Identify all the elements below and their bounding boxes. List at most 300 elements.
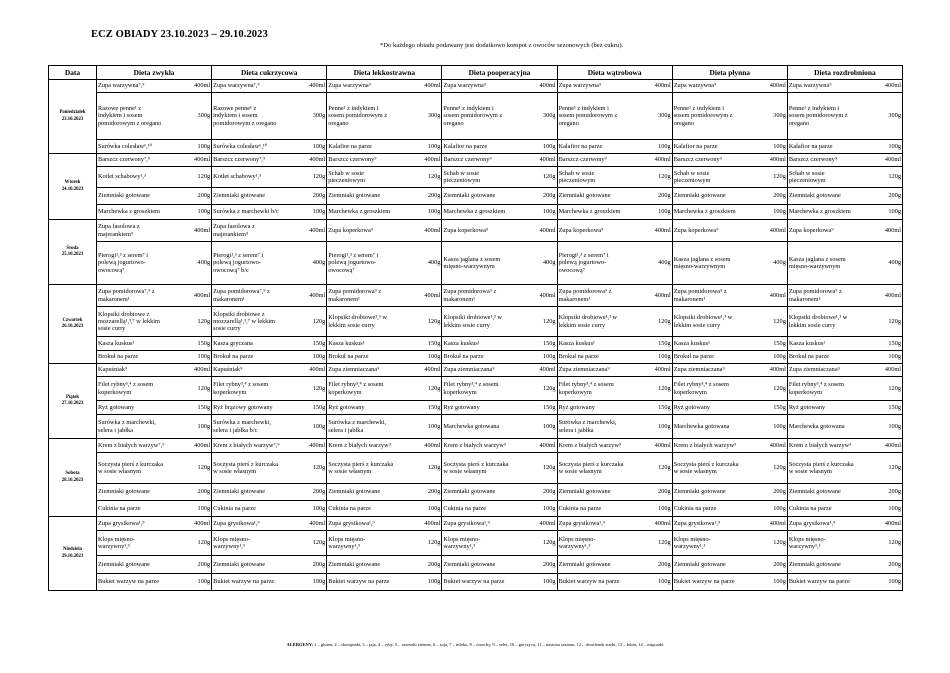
meal-item <box>558 220 672 242</box>
meal-portion: 400ml <box>654 82 671 90</box>
meal-name: Zupa grysikowa¹,⁹ <box>213 519 260 527</box>
diet-cell <box>787 285 902 364</box>
meal-name: Filet rybny³,⁴ z sosem koperkowym <box>558 381 614 396</box>
meal-name: Kasza gryczana <box>213 339 253 347</box>
meal-item <box>327 188 441 205</box>
meal-portion: 120g <box>197 539 211 547</box>
meal-name: Kasza jaglana z sosem mięsno-warzywnym <box>443 255 501 270</box>
day-name: Wtorek <box>64 180 81 186</box>
meal-item <box>327 517 441 531</box>
diet-cell <box>212 285 327 364</box>
meal-item <box>558 307 672 337</box>
meal-portion: 100g <box>427 422 441 430</box>
meal-item <box>212 517 326 531</box>
meal-portion: 400ml <box>309 291 326 299</box>
day-date: 25.10.2023 <box>61 252 84 257</box>
meal-name: Ziemniaki gotowane <box>673 560 726 568</box>
meal-portion: 200g <box>658 192 671 200</box>
meal-name: Surówka colesław⁶,¹⁰ <box>213 142 268 150</box>
diet-cell <box>327 517 442 591</box>
meal-item <box>673 307 787 337</box>
meal-portion: 100g <box>888 422 901 430</box>
meal-item <box>673 205 787 219</box>
meal-item <box>673 531 787 556</box>
meal-name: Cukinia na parze <box>673 504 717 512</box>
meal-name: Ziemniaki gotowane <box>328 488 381 496</box>
meal-item <box>327 167 441 188</box>
meal-portion: 120g <box>427 464 441 472</box>
meal-item <box>327 364 441 377</box>
meal-name: Zupa grysikowa¹,⁹ <box>443 519 490 527</box>
meal-name: Surówka z marchewki b/c <box>213 208 279 216</box>
meal-portion: 120g <box>658 173 671 181</box>
meal-item <box>788 439 902 453</box>
meal-name: Klopsiki drobiowe z mozzarellą¹,³,⁷ w lekkim sosie curry <box>98 310 160 333</box>
meal-portion: 100g <box>427 353 441 361</box>
meal-portion: 100g <box>542 578 556 586</box>
diet-cell <box>327 220 442 285</box>
day-date: 29.10.2023 <box>61 553 84 559</box>
meal-name: Bukiet warzyw na parze <box>558 578 620 586</box>
meal-portion: 100g <box>542 422 556 430</box>
day-name: Sobota <box>65 471 80 477</box>
diet-cell <box>97 517 212 591</box>
meal-name: Filet rybny³,⁴ z sosem koperkowym <box>443 381 499 396</box>
meal-name: Brokuł na parze <box>443 353 484 361</box>
meal-name: Brokuł na parze <box>328 353 369 361</box>
meal-item <box>212 307 326 337</box>
meal-item <box>558 140 672 153</box>
meal-name: Krem z białych warzyw⁹ <box>443 441 506 449</box>
meal-name: Ryż gotowany <box>328 403 365 411</box>
meal-portion: 120g <box>888 173 901 181</box>
meal-portion: 400ml <box>424 156 441 164</box>
meal-item <box>442 285 556 307</box>
meal-name: Barszcz czerwony⁷,⁹ <box>213 156 266 164</box>
meal-portion: 120g <box>888 384 901 392</box>
day-date: 26.10.2023 <box>61 324 84 329</box>
meal-name: Ziemniaki gotowane <box>788 192 841 200</box>
day-cell <box>49 439 97 517</box>
meal-portion: 100g <box>888 353 901 361</box>
diet-cell <box>442 285 557 364</box>
meal-item <box>558 517 672 531</box>
meal-item <box>327 484 441 501</box>
meal-item <box>558 453 672 484</box>
meal-name: Ziemniaki gotowane <box>788 488 841 496</box>
meal-portion: 200g <box>197 488 211 496</box>
meal-item <box>442 531 556 556</box>
diet-cell <box>672 285 787 364</box>
meal-name: Zupa fasolowa z majerankiem⁹ <box>213 223 255 238</box>
day-row <box>49 517 903 591</box>
meal-name: Marchewka gotowana <box>788 422 845 430</box>
diet-cell <box>557 364 672 439</box>
meal-portion: 100g <box>542 208 556 216</box>
meal-portion: 200g <box>542 192 556 200</box>
meal-item <box>327 80 441 93</box>
meal-portion: 150g <box>197 403 211 411</box>
meal-name: Cukinia na parze <box>558 504 602 512</box>
meal-item <box>558 93 672 140</box>
meal-portion: 100g <box>427 142 441 150</box>
meal-portion: 150g <box>658 339 671 347</box>
meal-item <box>673 220 787 242</box>
meal-portion: 100g <box>888 578 901 586</box>
meal-name: Surówka z marchewki, selera i jabłka <box>558 419 617 434</box>
day-name: Środa <box>66 245 79 251</box>
meal-portion: 100g <box>312 353 326 361</box>
meal-name: Ziemniaki gotowane <box>98 192 150 200</box>
meal-item <box>788 242 902 284</box>
meal-item <box>558 531 672 556</box>
meal-item <box>788 377 902 401</box>
meal-portion: 400ml <box>194 366 211 374</box>
meal-portion: 400ml <box>884 441 901 449</box>
meal-item <box>558 242 672 284</box>
meal-name: Surówka z marchewki, selera i jabłka <box>98 419 156 434</box>
meal-name: Klops mięsno- warzywny¹,³ <box>673 535 711 550</box>
meal-portion: 120g <box>312 539 326 547</box>
meal-portion: 200g <box>312 560 326 568</box>
meal-item <box>558 80 672 93</box>
meal-item <box>97 401 211 415</box>
meal-item <box>212 167 326 188</box>
meal-item <box>327 453 441 484</box>
day-row <box>49 439 903 517</box>
meal-item <box>327 220 441 242</box>
meal-item <box>558 415 672 438</box>
diet-cell <box>787 364 902 439</box>
meal-item <box>212 439 326 453</box>
meal-item <box>212 401 326 415</box>
meal-portion: 120g <box>773 384 786 392</box>
meal-item <box>327 242 441 284</box>
meal-item <box>97 205 211 219</box>
meal-item <box>212 501 326 516</box>
meal-item <box>442 517 556 531</box>
meal-name: Surówka colesław⁶,¹⁰ <box>98 142 153 150</box>
meal-name: Ryż gotowany <box>673 403 711 411</box>
meal-portion: 120g <box>312 384 326 392</box>
meal-name: Zupa ziemniaczana⁹ <box>443 366 495 374</box>
meal-item <box>673 484 787 501</box>
meal-name: Krem z białych warzyw⁷,⁹ <box>213 441 280 449</box>
meal-portion: 100g <box>312 142 326 150</box>
day-cell <box>49 154 97 220</box>
header-diet-cukrzycowa: Dieta cukrzycowa <box>212 66 327 80</box>
meal-name: Soczysta pierś z kurczaka w sosie własnym <box>328 460 394 475</box>
day-cell <box>49 80 97 154</box>
diet-cell <box>442 220 557 285</box>
meal-item <box>212 242 326 284</box>
meal-portion: 300g <box>542 112 556 120</box>
meal-item <box>327 205 441 219</box>
meal-name: Zupa ziemniaczana⁹ <box>673 366 725 374</box>
meal-portion: 400ml <box>654 519 671 527</box>
diet-cell <box>212 80 327 154</box>
meal-portion: 100g <box>197 142 211 150</box>
meal-portion: 120g <box>773 173 786 181</box>
meal-name: Zupa koperkowa⁹ <box>788 226 834 234</box>
meal-name: Zupa warzywna⁷,⁹ <box>98 82 145 90</box>
meal-name: Soczysta pierś z kurczaka w sosie własnym <box>788 460 854 475</box>
meal-portion: 200g <box>542 560 556 568</box>
meal-portion: 400g <box>542 259 556 267</box>
meal-portion: 120g <box>542 384 556 392</box>
meal-name: Zupa fasolowa z majerankiem⁹ <box>98 223 140 238</box>
meal-name: Zupa ziemniaczana⁹ <box>558 366 610 374</box>
meal-name: Kalafior na parze <box>558 142 603 150</box>
meal-portion: 400ml <box>194 291 211 299</box>
meal-portion: 100g <box>197 208 211 216</box>
meal-name: Kapuśniak⁹ <box>213 366 243 374</box>
meal-name: Zupa pomidorowa⁹ z makaronem¹ <box>788 288 842 303</box>
meal-name: Filet rybny³,⁴ z sosem koperkowym <box>328 381 384 396</box>
meal-name: Zupa grysikowa¹,⁹ <box>98 519 145 527</box>
diet-cell <box>97 80 212 154</box>
meal-name: Zupa pomidorowa⁷,⁹ z makaronem¹ <box>98 288 155 303</box>
day-date: 24.10.2023 <box>61 186 84 192</box>
meal-name: Kotlet schabowy¹,³ <box>98 173 146 181</box>
meal-portion: 100g <box>888 142 901 150</box>
meal-portion: 150g <box>773 403 786 411</box>
meal-item <box>558 154 672 167</box>
meal-portion: 200g <box>658 560 671 568</box>
meal-item <box>558 377 672 401</box>
day-date: 23.10.2023 <box>61 116 84 122</box>
diet-cell <box>787 220 902 285</box>
meal-name: Soczysta pierś z kurczaka w sosie własnym <box>673 460 739 475</box>
meal-portion: 400ml <box>309 366 326 374</box>
meal-portion: 400ml <box>194 519 211 527</box>
meal-item <box>327 377 441 401</box>
meal-portion: 400ml <box>424 82 441 90</box>
diet-cell <box>442 439 557 517</box>
meal-portion: 150g <box>312 339 326 347</box>
meal-name: Barszcz czerwony⁹ <box>673 156 722 164</box>
meal-item <box>97 377 211 401</box>
meal-name: Ziemniaki gotowane <box>443 192 496 200</box>
meal-name: Pierogi¹,³ z serem⁷ i polewą jogurtowo- owocową⁷ <box>558 252 609 274</box>
meal-portion: 200g <box>888 488 901 496</box>
meal-portion: 200g <box>773 192 786 200</box>
meal-item <box>442 242 556 284</box>
meal-name: Ziemniaki gotowane <box>443 560 496 568</box>
meal-portion: 120g <box>427 384 441 392</box>
meal-item <box>558 401 672 415</box>
day-row <box>49 154 903 220</box>
meal-portion: 100g <box>312 504 326 512</box>
meal-portion: 150g <box>312 403 326 411</box>
meal-portion: 400ml <box>769 291 786 299</box>
meal-item <box>97 242 211 284</box>
meal-item <box>442 93 556 140</box>
diet-cell <box>442 80 557 154</box>
meal-name: Cukinia na parze <box>788 504 832 512</box>
meal-item <box>558 484 672 501</box>
meal-name: Kasza kuskus¹ <box>443 339 480 347</box>
meal-item <box>673 188 787 205</box>
meal-portion: 200g <box>773 560 786 568</box>
meal-portion: 400ml <box>424 366 441 374</box>
meal-portion: 400ml <box>539 441 556 449</box>
meal-item <box>788 453 902 484</box>
meal-portion: 100g <box>427 578 441 586</box>
diet-cell <box>787 80 902 154</box>
day-row <box>49 80 903 154</box>
meal-name: Zupa warzywna⁹ <box>558 82 602 90</box>
meal-item <box>788 167 902 188</box>
meal-name: Zupa pomidorowa⁹ z makaronem¹ <box>328 288 382 303</box>
diet-cell <box>557 517 672 591</box>
meal-name: Kalafior na parze <box>673 142 718 150</box>
meal-name: Schab w sosie pieczeniowym <box>788 169 826 184</box>
meal-portion: 150g <box>427 339 441 347</box>
meal-name: Kasza jaglana z sosem mięsno-warzywnym <box>673 255 731 270</box>
meal-portion: 150g <box>197 339 211 347</box>
meal-item <box>673 351 787 363</box>
diet-cell <box>672 220 787 285</box>
meal-portion: 300g <box>658 112 671 120</box>
meal-item <box>558 439 672 453</box>
meal-item <box>673 401 787 415</box>
meal-portion: 100g <box>658 422 671 430</box>
meal-name: Bukiet warzyw na parze <box>788 578 850 586</box>
compote-note: *Do każdego obiadu podawany jest dodatkowo kompot z owoców sezonowych (bez cukru). <box>380 42 624 49</box>
meal-portion: 400ml <box>769 82 786 90</box>
meal-name: Ziemniaki gotowane <box>558 560 611 568</box>
day-cell <box>49 285 97 364</box>
meal-name: Marchewka z groszkiem <box>443 208 506 216</box>
diet-cell <box>787 439 902 517</box>
meal-portion: 400ml <box>194 226 211 234</box>
meal-portion: 400ml <box>769 226 786 234</box>
meal-item <box>673 501 787 516</box>
meal-item <box>327 401 441 415</box>
meal-portion: 100g <box>197 422 211 430</box>
meal-name: Pierogi¹,³ z serem⁷ i polewą jogurtowo- owocową⁷ <box>98 252 149 274</box>
meal-portion: 400ml <box>884 82 901 90</box>
meal-name: Ryż gotowany <box>558 403 595 411</box>
meal-name: Filet rybny³,⁴ z sosem koperkowym <box>98 381 154 396</box>
day-name: Poniedziałek <box>59 110 86 116</box>
meal-item <box>327 439 441 453</box>
meal-item <box>673 242 787 284</box>
meal-name: Ziemniaki gotowane <box>558 192 611 200</box>
meal-portion: 150g <box>542 403 556 411</box>
meal-portion: 150g <box>427 403 441 411</box>
meal-item <box>673 154 787 167</box>
meal-name: Klops mięsno- warzywny¹,³ <box>788 535 826 550</box>
meal-portion: 400ml <box>884 519 901 527</box>
meal-name: Soczysta pierś z kurczaka w sosie własnym <box>558 460 624 475</box>
meal-item <box>97 574 211 590</box>
meal-portion: 400g <box>773 259 786 267</box>
meal-item <box>97 453 211 484</box>
meal-name: Brokuł na parze <box>788 353 830 361</box>
meal-item <box>788 285 902 307</box>
meal-name: Pierogi¹,³ z serem⁷ i polewą jogurtowo- owocową⁷ b/c <box>213 252 264 274</box>
meal-portion: 100g <box>658 504 671 512</box>
meal-item <box>212 531 326 556</box>
meal-portion: 400ml <box>539 82 556 90</box>
meal-item <box>673 93 787 140</box>
meal-item <box>327 351 441 363</box>
meal-item <box>97 351 211 363</box>
meal-portion: 400g <box>658 259 671 267</box>
meal-item <box>442 453 556 484</box>
meal-portion: 100g <box>542 504 556 512</box>
meal-portion: 100g <box>773 142 786 150</box>
meal-item <box>212 205 326 219</box>
meal-item <box>97 517 211 531</box>
meal-name: Ziemniaki gotowane <box>213 560 266 568</box>
meal-name: Zupa pomidorowa⁹ z makaronem¹ <box>443 288 497 303</box>
meal-item <box>558 167 672 188</box>
day-date: 28.10.2023 <box>61 477 84 483</box>
meal-portion: 300g <box>312 112 326 120</box>
meal-item <box>788 140 902 153</box>
diet-cell <box>557 80 672 154</box>
meal-name: Krem z białych warzyw⁷,⁹ <box>98 441 165 449</box>
meal-portion: 120g <box>197 317 211 325</box>
meal-portion: 150g <box>888 403 901 411</box>
meal-portion: 400g <box>427 259 441 267</box>
diet-cell <box>442 154 557 220</box>
meal-portion: 300g <box>427 112 441 120</box>
meal-portion: 300g <box>773 112 786 120</box>
meal-name: Kasza kuskus¹ <box>98 339 135 347</box>
meal-portion: 120g <box>773 464 786 472</box>
meal-item <box>673 556 787 574</box>
header-diet-rozdrobniona: Dieta rozdrobniona <box>787 66 902 80</box>
diet-cell <box>97 220 212 285</box>
meal-portion: 200g <box>312 192 326 200</box>
meal-item <box>788 307 902 337</box>
meal-item <box>212 484 326 501</box>
meal-item <box>558 337 672 351</box>
meal-item <box>788 337 902 351</box>
diet-cell <box>672 517 787 591</box>
meal-name: Marchewka z groszkiem <box>673 208 736 216</box>
meal-portion: 200g <box>197 560 211 568</box>
meal-name: Zupa pomidorowa⁹ z makaronem¹ <box>558 288 612 303</box>
meal-portion: 400ml <box>424 519 441 527</box>
diet-cell <box>557 285 672 364</box>
meal-name: Zupa warzywna⁹ <box>443 82 487 90</box>
meal-item <box>97 484 211 501</box>
meal-item <box>442 556 556 574</box>
meal-name: Krem z białych warzyw⁹ <box>328 441 391 449</box>
meal-name: Krem z białych warzyw⁹ <box>788 441 852 449</box>
meal-item <box>97 364 211 377</box>
meal-name: Zupa grysikowa¹,⁹ <box>328 519 375 527</box>
meal-name: Cukinia na parze <box>328 504 371 512</box>
meal-portion: 120g <box>888 317 901 325</box>
meal-portion: 400ml <box>309 226 326 234</box>
meal-item <box>788 351 902 363</box>
meal-item <box>788 484 902 501</box>
meal-name: Schab w sosie pieczeniowym <box>673 169 711 184</box>
meal-name: Kotlet schabowy¹,³ <box>213 173 261 181</box>
meal-portion: 200g <box>427 192 441 200</box>
meal-item <box>442 140 556 153</box>
day-cell <box>49 220 97 285</box>
meal-item <box>673 415 787 438</box>
meal-portion: 100g <box>542 353 556 361</box>
meal-portion: 400ml <box>884 226 901 234</box>
